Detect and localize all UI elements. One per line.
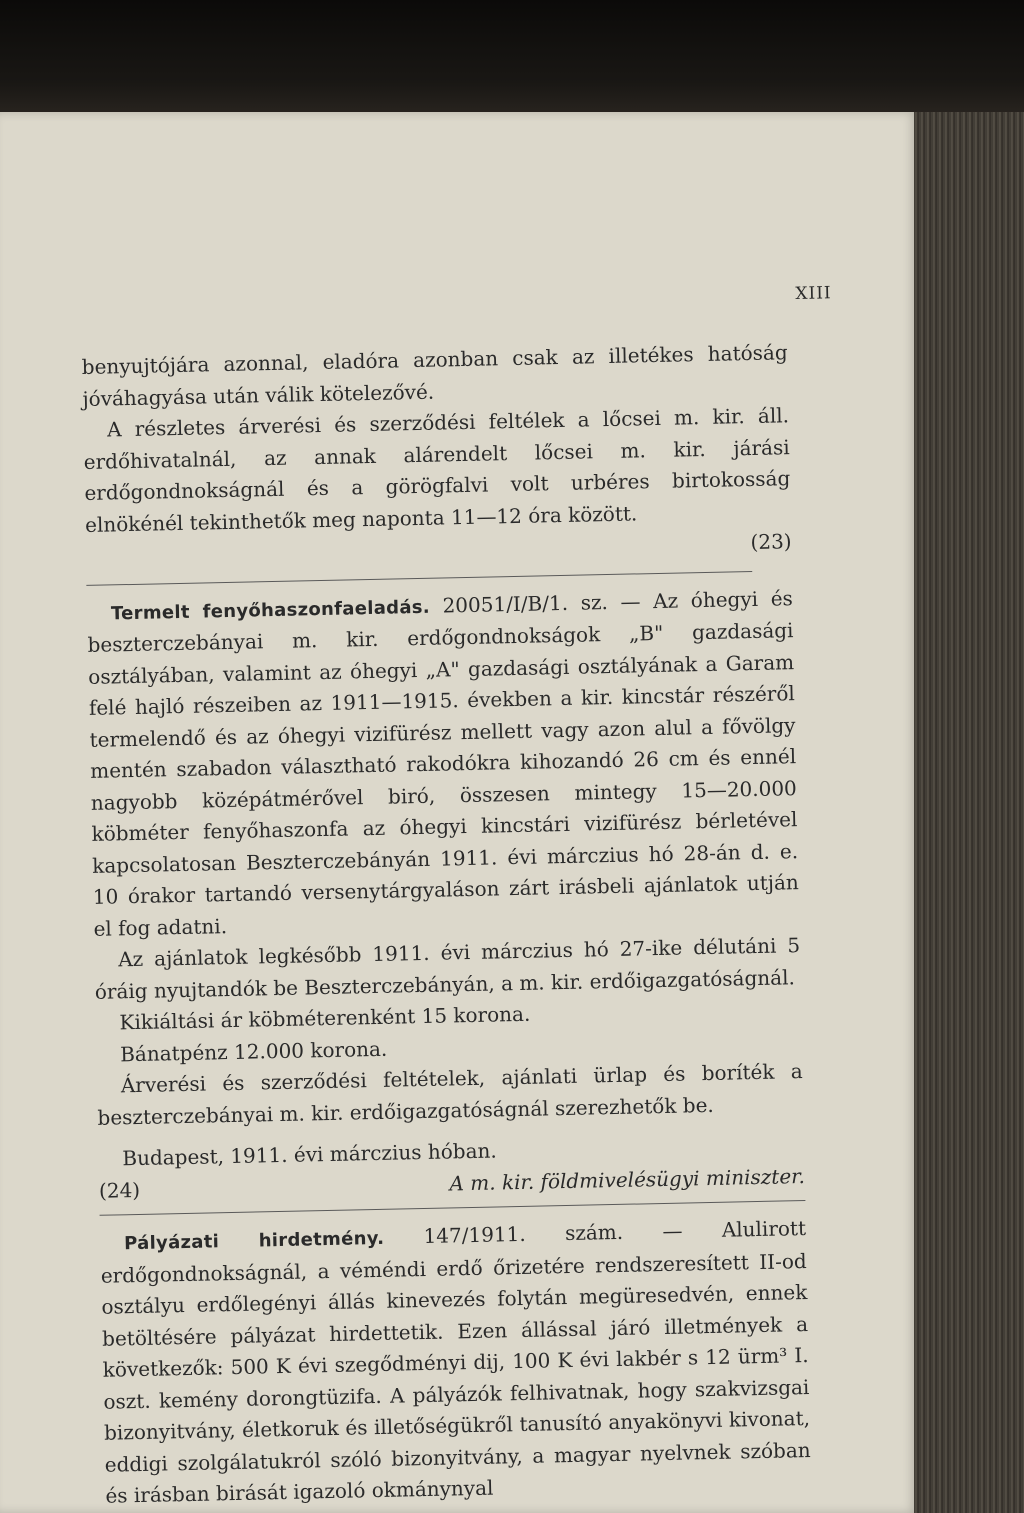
book-page [0,112,918,1513]
page-content [81,337,811,1512]
notice-body: 147/1911. szám. — Alulirott erdőgondnokságnál, a véméndi erdő őrizetére rendszeresített II-od osztályu erdőlegényi állás kinevezés folytán megüresedvén, ennek betöltésére pályázat hirdettetik. Ezen állással járó illetmények a következők: 500 K évi szegődményi dij, 100 K évi lakbér s 12 ürm³ I. oszt. kemény dorongtüzifa. A pályázók felhivatnak, hogy szakvizsgai bizonyitvány, életkoruk és illetőségükről tanusító anyakönyvi kivonat, eddigi szolgálatukról szóló bizonyitvány, a magyar nyelvnek szóban és irásban birását igazoló okmánynyal [100,1216,811,1508]
paragraph-price: Kikiáltási ár köbméterenként 15 korona. [119,1001,531,1035]
notice-timber-sale [87,583,800,945]
book-page-edges [914,112,1024,1513]
place-date: Budapest, 1911. évi márczius hóban. [122,1138,497,1171]
paragraph-auction-terms: A részletes árverési és szerződési feltélek a lőcsei m. kir. áll. erdőhivatalnál, az annak alárendelt lőcsei m. kir. járási erdőgondnokságnál és a görögfalvi volt urbéres birtokosság elnökénél tekinthetők meg naponta 11—12 óra között. [83,403,791,537]
reference-23: (23) [750,529,792,555]
paragraph-deposit: Bánatpénz 12.000 korona. [119,1036,388,1066]
section-divider [86,570,752,585]
reference-24: (24) [98,1177,141,1203]
scan-background [0,0,1024,118]
paragraph-conditions: Árverési és szerződési feltételek, ajánlati ürlap és boríték a beszterczebányai m. kir. erdőigazgatóságnál szerezhetők be. [97,1059,803,1130]
notice-job-opening [100,1213,812,1512]
notice-heading: Termelt fenyőhaszonfaeladás. [110,596,431,624]
paragraph-offers: Az ajánlatok legkésőbb 1911. évi márczius hó 27-ike délutáni 5 óráig nyujtandók be Beszterczebányán, a m. kir. erdőigazgatóságnál. [94,933,801,1004]
notice-heading: Pályázati hirdetmény. [123,1227,385,1255]
notice-body: 20051/I/B/1. sz. — Az óhegyi és beszterczebányai m. kir. erdőgondnokságok „B" gazdasági osztályában, valamint az óhegyi „A" gazdasági osztályának a Garam felé hajló részeiben az 1911—1915. években a kir. kincstár részéről termelendő és az óhegyi vizifürész mellett vagy azon alul a fővölgy mentén szabadon választható rakodókra kihozandó 26 cm és ennél nagyobb középátmérővel biró, összesen mintegy 15—20.000 köbméter fenyőhaszonfa az óhegyi kincstári vizifürész bérletével kapcsolatosan Beszterczebányán 1911. évi márczius hó 28-án d. e. 10 órakor tartandó versenytárgyaláson zárt irásbeli ajánlatok utján el fog adatni. [87,585,799,941]
paragraph-continuation: benyujtójára azonnal, eladóra azonban csak az illetékes hatóság jóváhagyása után válik kötelezővé. [81,340,788,411]
page-text-block [80,267,832,1508]
signature-minister: A m. kir. földmivelésügyi miniszter. [449,1163,806,1195]
page-number: XIII [795,283,832,305]
